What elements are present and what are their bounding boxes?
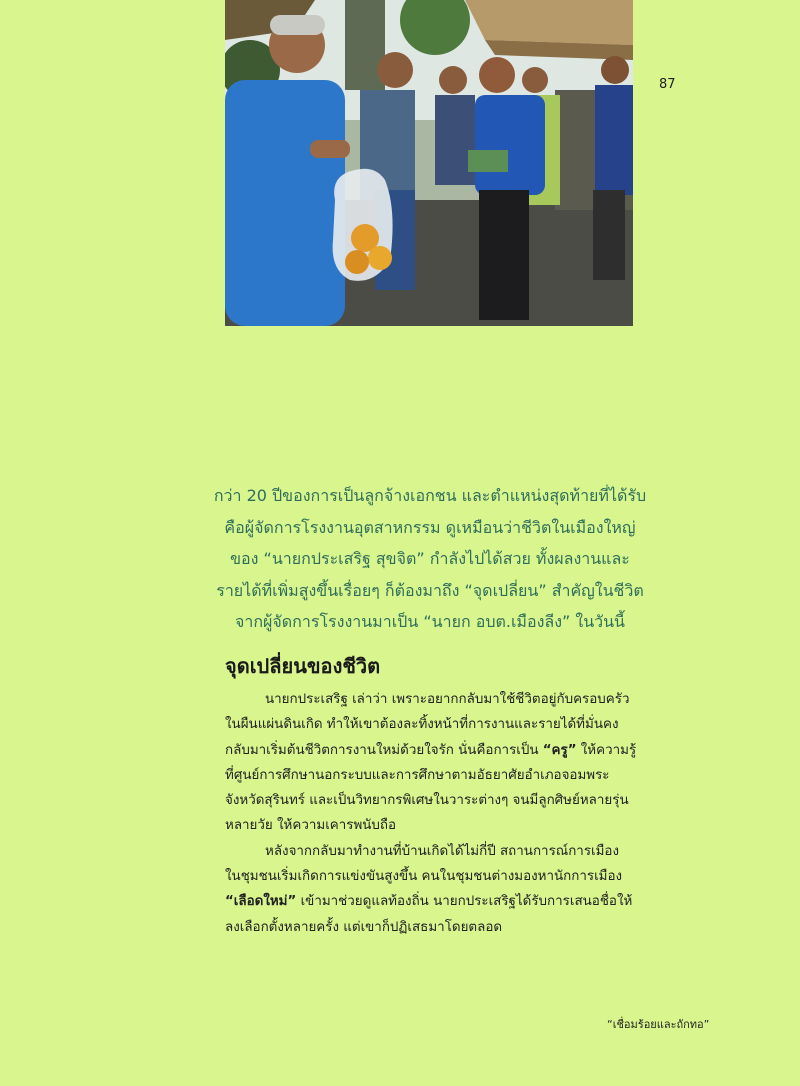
intro-line: กว่า 20 ปีของการเป็นลูกจ้างเอกชน และตำแหน่งสุดท้ายที่ได้รับ bbox=[213, 486, 647, 505]
body-text-span: กลับมาเริ่มต้นชีวิตการงานใหม่ด้วยใจรัก นั่นคือการเป็น bbox=[225, 742, 543, 758]
intro-line: จากผู้จัดการโรงงานมาเป็น “นายก อบต.เมืองลีง” ในวันนี้ bbox=[234, 612, 625, 631]
body-line: หลายวัย ให้ความเคารพนับถือ bbox=[225, 818, 397, 834]
bold-term: “เลือดใหม่” bbox=[225, 894, 297, 910]
body-line: จังหวัดสุรินทร์ และเป็นวิทยากรพิเศษในวาระต่างๆ จนมีลูกศิษย์หลายรุ่น bbox=[225, 793, 629, 809]
body-text-span: ให้ความรู้ bbox=[576, 742, 637, 758]
body-line: ในชุมชนเริ่มเกิดการแข่งขันสูงขึ้น คนในชุมชนต่างมองหานักการเมือง bbox=[225, 869, 623, 885]
section-title: จุดเปลี่ยนของชีวิต bbox=[225, 654, 381, 678]
intro-line: คือผู้จัดการโรงงานอุตสาหกรรม ดูเหมือนว่าชีวิตในเมืองใหญ่ bbox=[224, 517, 636, 537]
body-text bbox=[225, 687, 637, 940]
page-number: 87 bbox=[659, 77, 676, 92]
body-line: ที่ศูนย์การศึกษานอกระบบและการศึกษาตามอัธยาศัยอำเภอจอมพระ bbox=[225, 767, 610, 783]
bold-term: “ครู” bbox=[542, 742, 577, 758]
body-line bbox=[225, 889, 637, 914]
body-line: นายกประเสริฐ เล่าว่า เพราะอยากกลับมาใช้ชีวิตอยู่กับครอบครัว bbox=[265, 692, 630, 707]
intro-line: รายได้ที่เพิ่มสูงขึ้นเรื่อยๆ ก็ต้องมาถึง “จุดเปลี่ยน” สำคัญในชีวิต bbox=[216, 580, 644, 600]
intro-paragraph bbox=[210, 480, 650, 638]
body-line bbox=[225, 738, 637, 763]
body-text-span: เข้ามาช่วยดูแลท้องถิ่น นายกประเสริฐได้รับการเสนอชื่อให้ bbox=[296, 894, 633, 910]
photo-people-handing-bag bbox=[225, 0, 633, 326]
footer-text: “เชื่อมร้อยและถักทอ” bbox=[607, 1018, 710, 1031]
body-line: ในผืนแผ่นดินเกิด ทำให้เขาต้องละทิ้งหน้าที่การงานและรายได้ที่มั่นคง bbox=[225, 717, 619, 733]
body-line: หลังจากกลับมาทำงานที่บ้านเกิดได้ไม่กี่ปี สถานการณ์การเมือง bbox=[265, 843, 619, 859]
intro-line: ของ “นายกประเสริฐ สุขจิต” กำลังไปได้สวย ทั้งผลงานและ bbox=[230, 549, 630, 568]
body-line: ลงเลือกตั้งหลายครั้ง แต่เขาก็ปฏิเสธมาโดยตลอด bbox=[225, 919, 503, 935]
photo-illustration bbox=[225, 0, 633, 326]
